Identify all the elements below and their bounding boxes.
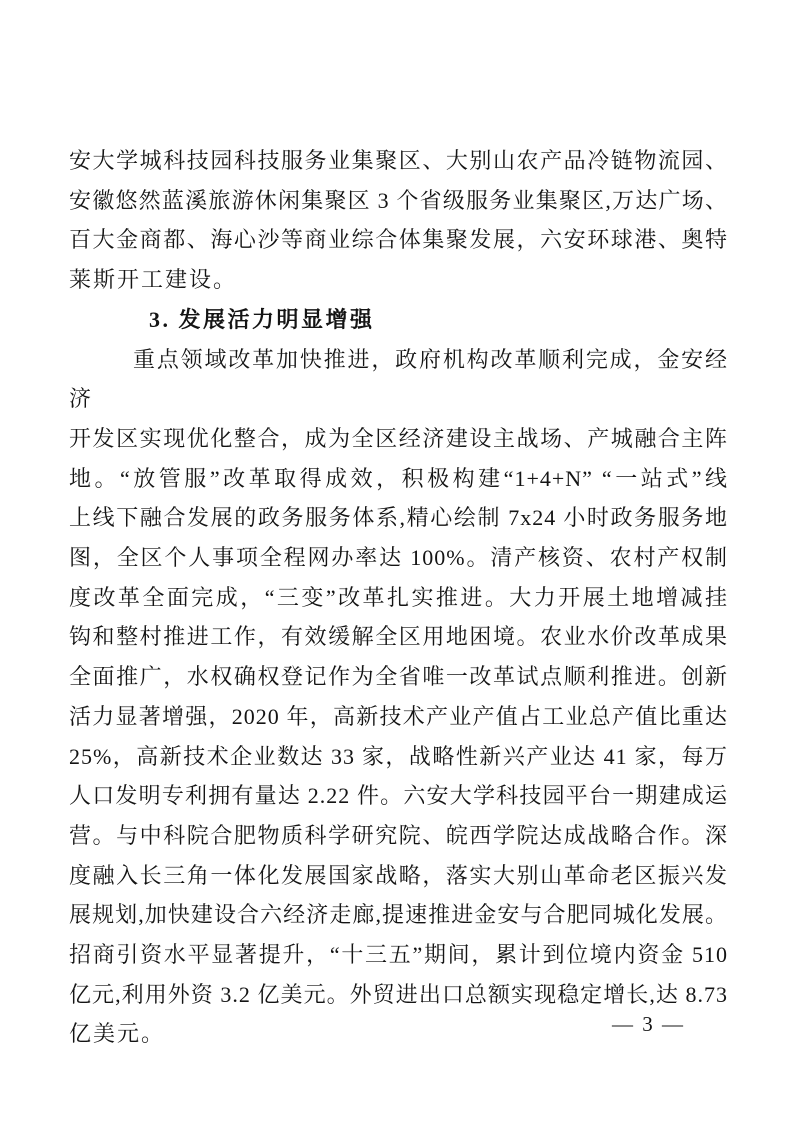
text-line: 活力显著增强，2020 年，高新技术产业产值占工业总产值比重达 — [69, 703, 728, 729]
paragraph-last-line: 亿美元。 — [69, 1021, 166, 1047]
text-line: 开发区实现优化整合，成为全区经济建设主战场、产城融合主阵 — [69, 425, 728, 451]
text-line: 安徽悠然蓝溪旅游休闲集聚区 3 个省级服务业集聚区,万达广场、 — [69, 187, 728, 213]
text-line: 百大金商都、海心沙等商业综合体集聚发展，六安环球港、奥特 — [69, 227, 728, 253]
paragraph-first-line: 重点领域改革加快推进，政府机构改革顺利完成，金安经济 — [69, 346, 728, 412]
page-number: — 3 — — [612, 1012, 685, 1036]
text-line: 度改革全面完成，“三变”改革扎实推进。大力开展土地增减挂 — [69, 584, 728, 610]
text-line: 亿元,利用外资 3.2 亿美元。外贸进出口总额实现稳定增长,达 8.73 — [69, 981, 728, 1007]
text-line: 全面推广，水权确权登记作为全省唯一改革试点顺利推进。创新 — [69, 664, 728, 690]
text-line: 25%，高新技术企业数达 33 家，战略性新兴产业达 41 家，每万 — [69, 743, 728, 769]
paragraph-last-line: 莱斯开工建设。 — [69, 267, 238, 293]
text-line: 钩和整村推进工作，有效缓解全区用地困境。农业水价改革成果 — [69, 624, 728, 650]
text-line: 上线下融合发展的政务服务体系,精心绘制 7x24 小时政务服务地 — [69, 505, 728, 531]
text-line: 安大学城科技园科技服务业集聚区、大别山农产品冷链物流园、 — [69, 148, 728, 173]
text-line: 度融入长三角一体化发展国家战略，落实大别山革命老区振兴发 — [69, 862, 728, 888]
text-line: 展规划,加快建设合六经济走廊,提速推进金安与合肥同城化发展。 — [69, 902, 728, 928]
page-body — [69, 141, 728, 1054]
text-line: 地。“放管服”改革取得成效，积极构建“1+4+N” “一站式”线 — [69, 465, 728, 491]
text-line: 招商引资水平显著提升，“十三五”期间，累计到位境内资金 510 — [69, 942, 728, 968]
section-heading: 3. 发展活力明显增强 — [149, 306, 375, 332]
text-line: 营。与中科院合肥物质科学研究院、皖西学院达成战略合作。深 — [69, 822, 728, 848]
text-line: 图，全区个人事项全程网办率达 100%。清产核资、农村产权制 — [69, 545, 728, 571]
text-line: 人口发明专利拥有量达 2.22 件。六安大学科技园平台一期建成运 — [69, 783, 728, 809]
